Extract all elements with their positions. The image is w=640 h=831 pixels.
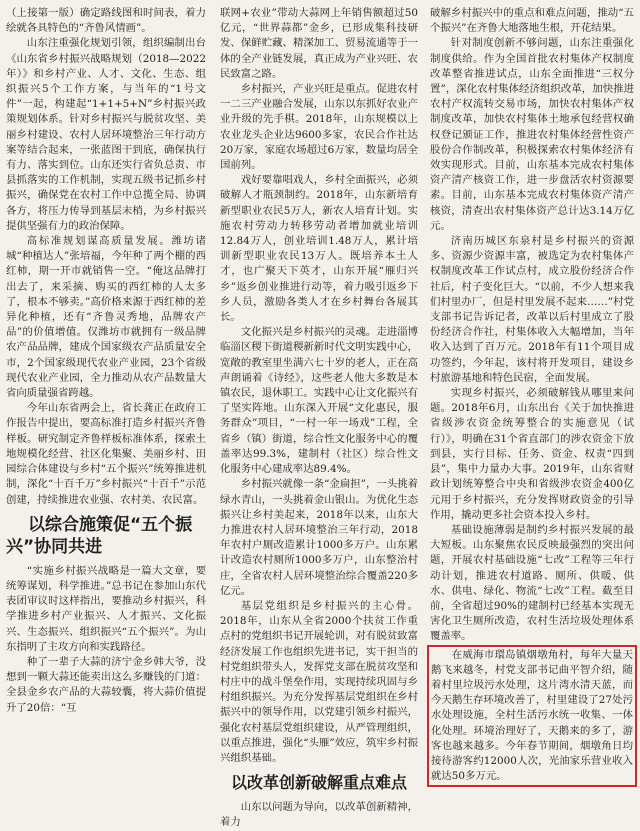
paragraph: 针对制度创新不够问题，山东注重强化制度供给。作为全国首批农村集体产权制度改革整省推进试点，山东全面推进“三权分置”，深化农村集体经济组织改革，加快推进农村产权流转交易市场，加快农村集体产权制度改革，加快农村集体土地承包经营权确权登记颁证工作，推进农村集体经营性资产股份合作制改革，积极探索农村集体经济有效实现形式。目前，山东基本完成农村集体资产清产核资工作，进一步盘活农村资源要素。目前，山东基本完成农村集体资产清产核资，清查出农村集体资产总计达3.14万亿元。 bbox=[430, 37, 634, 232]
paragraph: 乡村振兴就像一条“金扁担”，一头挑着绿水青山，一头挑着金山银山。为优化生态振兴让乡村美起来，2018年以来，山东大力推进农村人居环境整治三年行动，2018年农村户厕改造累计1000多万户。山东累计改造农村厕所1000多万户，山东整治村庄，全省农村人居环境整治综合覆盖220多亿元。 bbox=[220, 478, 418, 597]
paragraph: 基层党组织是乡村振兴的主心骨。2018年，山东从全省2000个扶贫工作重点村的党组织书记开展轮训，对有脱贫致富经济发展工作也组织先进书记，实干担当的村党组织带头人，发挥党支部在脱贫攻坚和村庄中的战斗堡垒作用，实现持续巩固与乡村组织振兴。为充分发挥基层党组织在乡村振兴中的领导作用，以党建引领乡村振兴，强化农村基层党组织建设，从严管理组织，以重点推进，强化“头雁”效应，筑牢乡村振兴组织基础。 bbox=[220, 599, 418, 764]
column-2 bbox=[220, 6, 418, 829]
paragraph: 基础设施薄弱是制约乡村振兴发展的最大短板。山东聚焦农民反映最强烈的突出问题，开展农村基础设施“七改”工程等三年行动计划，推进农村道路、厕所、供暖、供水、供电、绿化、物流“七改”工程。截至目前，全省超过90%的建制村已经基本实现无害化卫生厕所改造，农村生活垃圾处理体系覆盖率。 bbox=[430, 523, 634, 643]
paragraph: 实现乡村振兴，必须破解钱从哪里来问题。2018年6月，山东出台《关于加快推进省级涉农资金统筹整合的实施意见（试行）》，明确在31个省直部门的涉农资金下放到县，实行目标、任务、资金、权责“四到县”，集中力量办大事。2019年，山东省财政计划统筹整合中央和省级涉农资金400亿元用于乡村振兴，充分发挥财政资金的引导作用，撬动更多社会资本投入乡村。 bbox=[430, 387, 634, 521]
paragraph: 种了一辈子大蒜的济宁金乡韩大爷，没想到一颗大蒜还能卖出这么多赚钱的门道：全县金乡农产品的大蒜较囊，将大蒜价值提升了20倍：“互 bbox=[6, 655, 206, 714]
paragraph: 今年山东省两会上，省长龚正在政府工作报告中提出，要高标准打造乡村振兴齐鲁样板。研究制定齐鲁样板标准体系，探索土地规模化经营、社区化集聚、美丽乡村、田园综合体建设与乡村“五个振兴”统筹推进机制，深化“十百千万”乡村振兴“十百千”示范创建，持续推进农业强、农村美、农民富。 bbox=[6, 402, 206, 506]
highlighted-paragraph bbox=[427, 645, 637, 788]
section-heading: 以改革创新破解重点难点 bbox=[230, 773, 407, 793]
paragraph: 联网+农业”带动大蒜网上年销售额超过50亿元，“世界蒜都”金乡，已形成集科技研发、保鲜贮藏、精深加工、贸易流通等于一体的全产业链发展，真正成为产业兴旺、农民致富之路。 bbox=[220, 7, 418, 80]
paragraph: 在威海市環岛镇烟墩角村，每年大量天鹅飞来越冬，村党支部书记曲平智介绍，随着村里垃圾污水处理，这片湾水清天蓝，而今天鹅生存环境改善了，村里建设了27处污水处理设施，全村生活污水统一收集、一体化处理。环境治理好了，天鹅来的多了，游客也越来越多。今年春节期间，烟墩角日均接待游客约12000人次，光油家乐营业收入就达50多万元。 bbox=[431, 648, 633, 783]
column-1 bbox=[6, 6, 206, 714]
paragraph: 乡村振兴，产业兴旺是重点。促进农村一二三产业融合发展，山东以东抓好农业产业升级的先手棋。2018年，山东规模以上农业龙头企业达9600多家，农民合作社达20万家，家庭农场超过6万家，数量均居全国前列。 bbox=[220, 83, 418, 172]
paragraph: 文化振兴是乡村振兴的灵魂。走进淄博临淄区稷下街道稷新新时代文明实践中心，宽敞的教室里坐满六七十岁的老人，正在高声朗诵着《诗经》，这些老人他大多数是本镇农民，退休职工。实践中心让文化振兴有了坚实阵地。山东深入开展“文化惠民，服务群众”项目，“一村一年一场戏”工程，全省乡（镇）街道，综合性文化服务中心的覆盖率达99.3%，建制村（社区）综合性文化服务中心建成率达89.4%。 bbox=[220, 326, 418, 476]
paragraph: “实施乡村振兴战略是一篇大文章，要统筹谋划，科学推进。”总书记在参加山东代表团审议时这样指出，要推动乡村振兴，科学推进乡村产业振兴、人才振兴、文化振兴、生态振兴、组织振兴“五个振兴”。为山东指明了主攻方向和实践路径。 bbox=[6, 564, 206, 653]
paragraph: 山东以问题为导向，以改革创新精神，着力 bbox=[220, 801, 418, 829]
paragraph: 济南历城区东泉村是乡村振兴的资源多、资源少资源丰富，被选定为农村集体产权制度改革工作试点村，成立股份经济合作社后，村子变化巨大。“以前，不少人想来我们村里办厂，但是村里发展不起来……”村党支部书记告诉记者，改革以后村里成立了股份经济合作社，村集体收入大幅增加，当年收入达到了百万元。2018年有11个项目成功签约，今年起，该村将开发项目，建设乡村旅游基地和特色民宿，全面发展。 bbox=[430, 235, 634, 384]
paragraph: （上接第一版）确定路线图和时间表，着力绘就各具特色的“齐鲁风情画”。 bbox=[6, 7, 206, 35]
paragraph: 破解乡村振兴中的重点和难点问题，推动“五个振兴”在齐鲁大地落地生根，开花结果。 bbox=[430, 7, 634, 35]
column-3 bbox=[430, 6, 634, 783]
section-heading: 以综合施策促“五个振兴”协同共进 bbox=[6, 514, 193, 557]
paragraph: 高标准规划谋高质量发展。潍坊诸城“种植达人”张培福，今年种了两个棚的西红柿，期一开市就销售一空。“俺这品牌打出去了，来采摘、购买的西红柿的人太多了，根本不够卖。”高价格来源于西红柿的差异化种植，还有“齐鲁灵秀地，品牌农产品”的价值增值。仅潍坊市就拥有一级品牌农产品品牌，建成个国家级农产品质量安全市，2个国家级现代农业产业园，23个省级现代农业产业园，全力推动从农产品数量大省向质量强省跨越。 bbox=[6, 235, 206, 400]
paragraph: 戏好要靠唱戏人，乡村全面振兴，必须破解人才瓶颈制约。2018年，山东新培育新型职业农民5万人，新农人培育计划。实施农村劳动力转移劳动者增加就业培训12.84万人，创业培训1.48万人，累计培训新型职业农民13万人。既培养本土人才，也广聚天下英才，山东开展“雁归兴乡”返乡创业推进行动等，着力吸引返乡下乡人员，激励各类人才在乡村舞台各展其长。 bbox=[220, 174, 418, 324]
paragraph: 山东注重强化规划引领，组织编制出台《山东省乡村振兴战略规划（2018—2022年）》和乡村产业、人才、文化、生态、组织振兴5个工作方案，与当年的“1号文件”一起，构建起“1+1+5+N”乡村振兴政策规划体系。针对乡村振兴与脱贫攻坚、美丽乡村建设、农村人居环境整治三年行动方案等结合起来，一张蓝图干到底，确保执行有力、落实到位。山东还实行省负总责、市县抓落实的工作机制，实现五级书记抓乡村振兴，确保党在农村工作中总揽全局、协调各方，将压力传导到基层末梢，为乡村振兴提供坚强有力的政治保障。 bbox=[6, 37, 206, 232]
